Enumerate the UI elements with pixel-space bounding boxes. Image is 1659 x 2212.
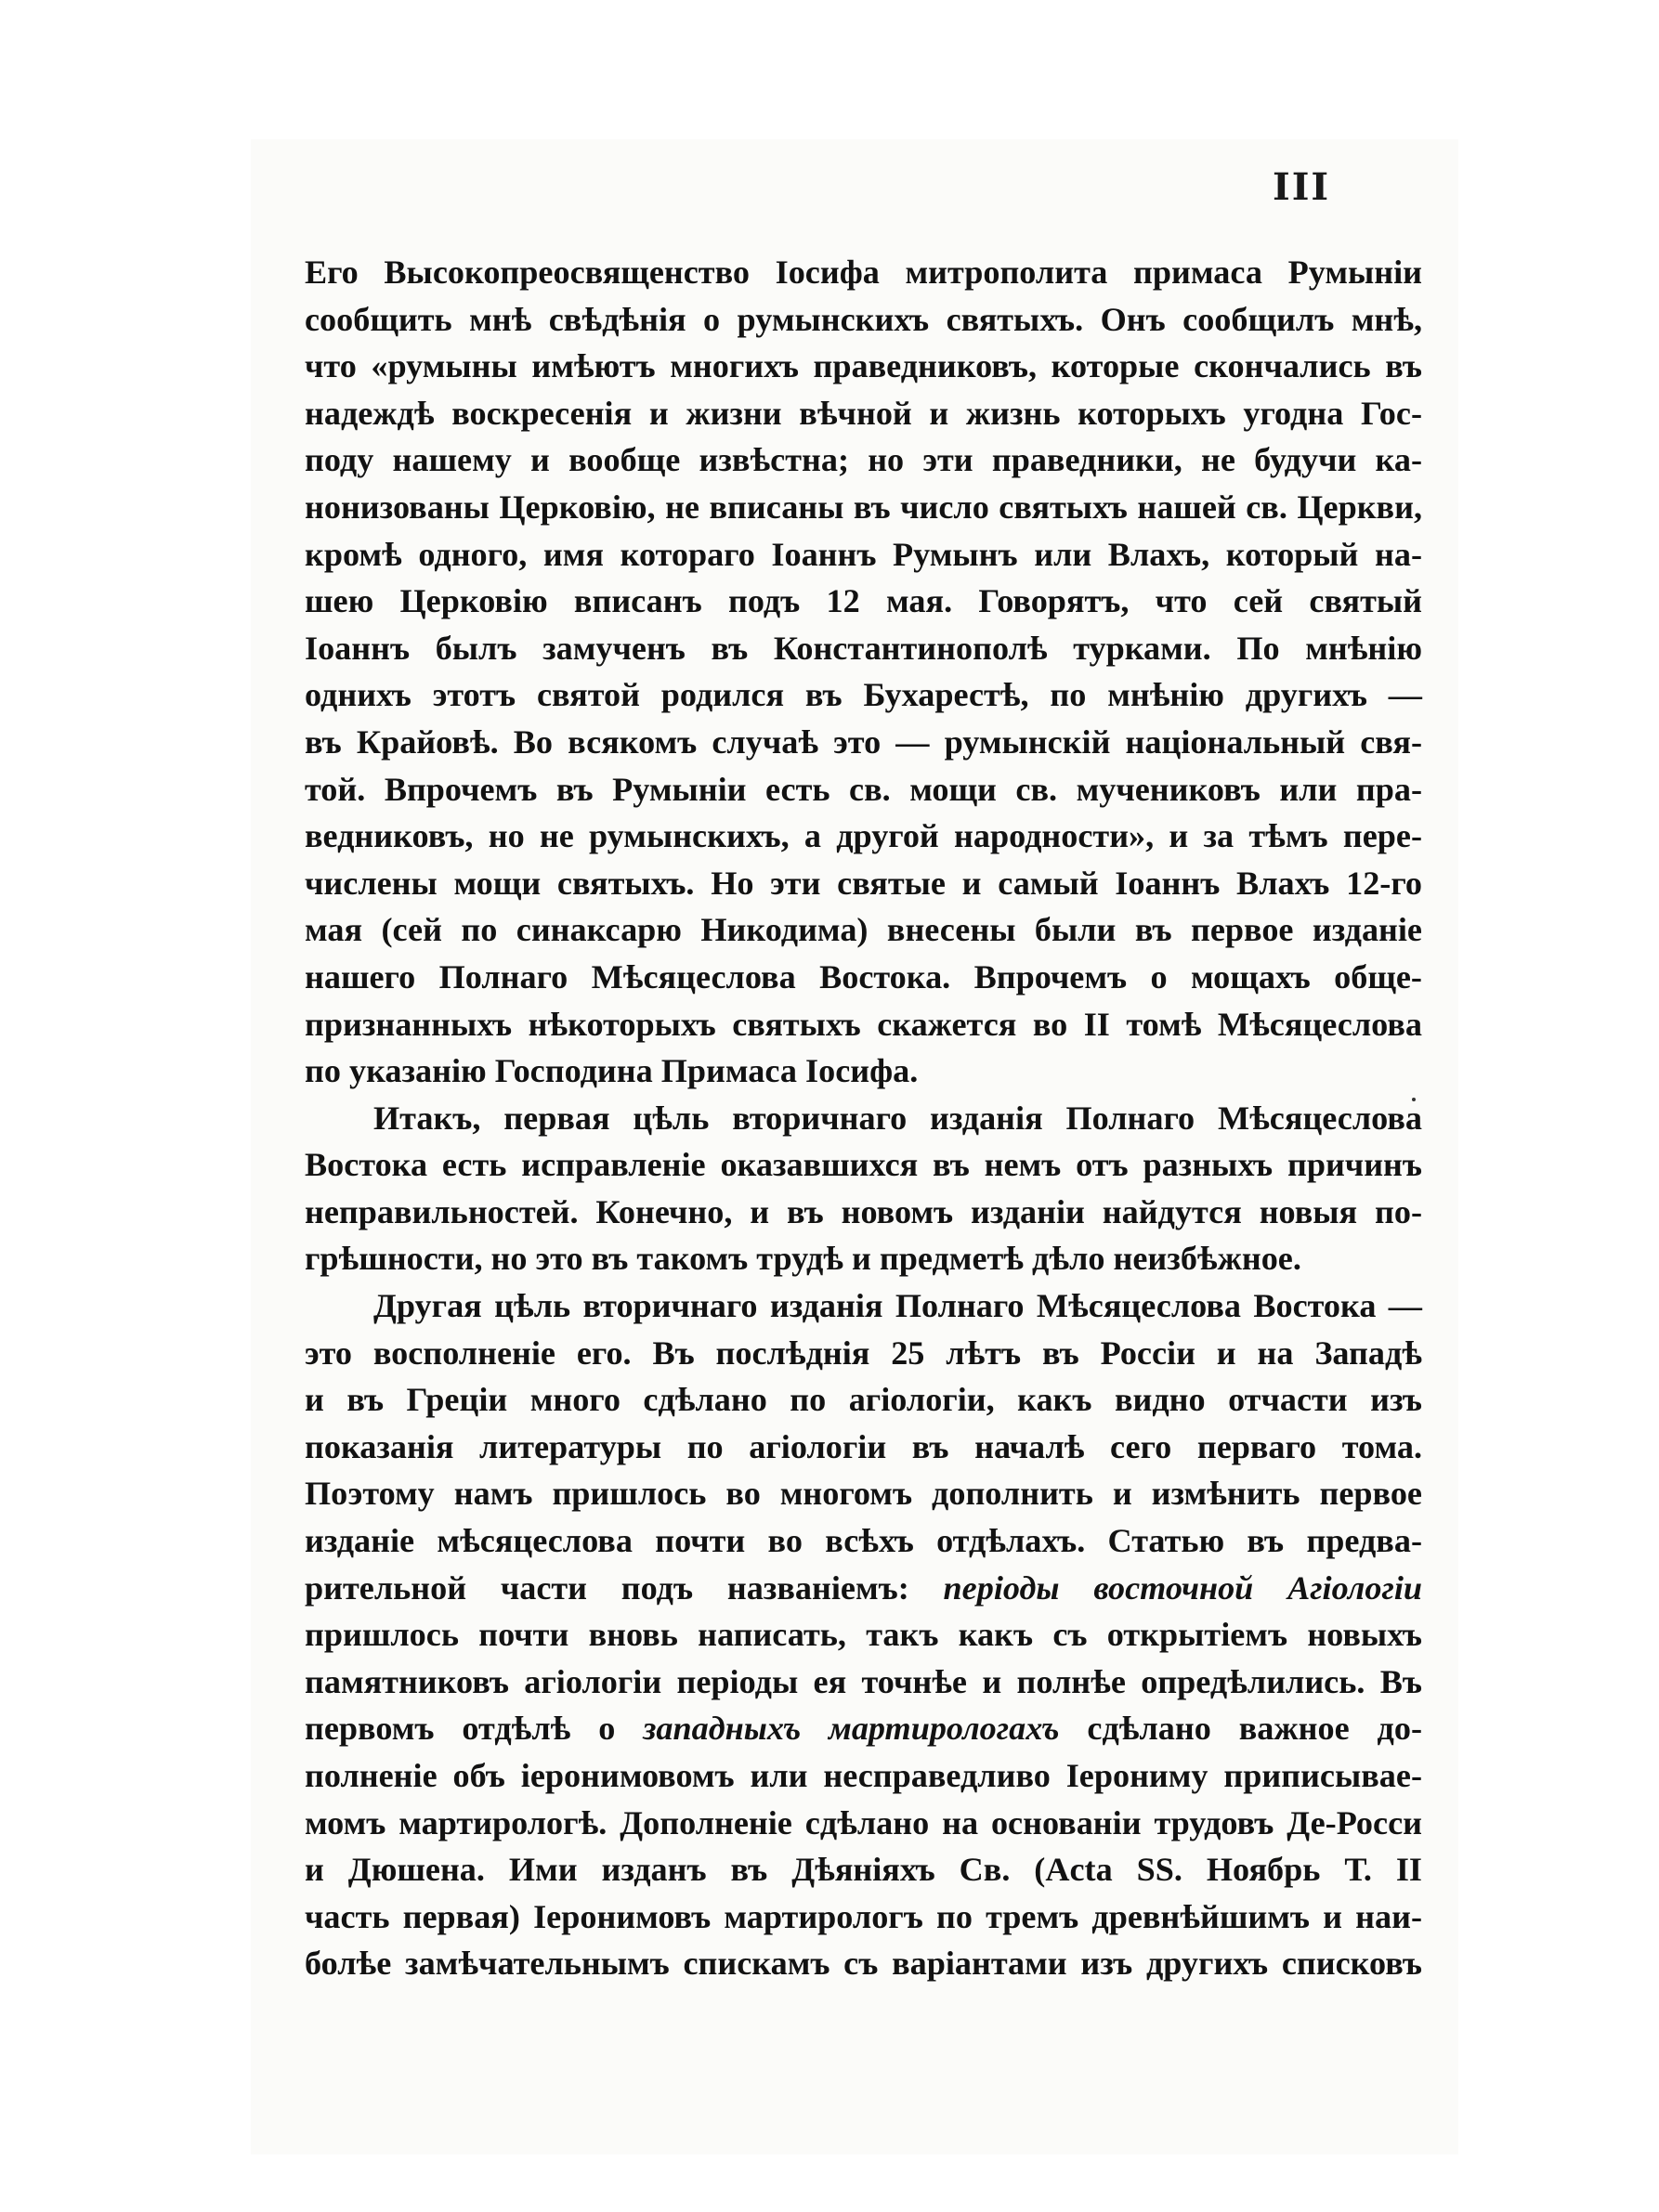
text-line: нашего Полнаго Мѣсяцеслова Востока. Впрочемъ о мощахъ обще- [305, 957, 1422, 995]
text-line: по указанію Господина Примаса Іосифа. [305, 1052, 919, 1090]
text-line: болѣе замѣчательнымъ спискамъ съ варіантами изъ другихъ списковъ [305, 1945, 1422, 1983]
text-line: той. Впрочемъ въ Румыніи есть св. мощи св. мучениковъ или пра- [305, 770, 1422, 808]
text-line: надеждѣ воскресенія и жизни вѣчной и жизнь которыхъ угодна Гос- [305, 394, 1422, 432]
text-line: пришлось почти вновь написать, такъ какъ съ открытіемъ новыхъ [305, 1616, 1422, 1654]
text-line: Іоаннъ былъ замученъ въ Константинополѣ турками. По мнѣнію [305, 629, 1422, 667]
text-line: въ Крайовѣ. Во всякомъ случаѣ это — румынскій національный свя- [305, 722, 1422, 761]
paragraph-3 [305, 1282, 1422, 1987]
body-text [305, 249, 1422, 1987]
text-line-with-italic [305, 1565, 1422, 1612]
text-line: и въ Греціи много сдѣлано по агіологіи, какъ видно отчасти изъ [305, 1381, 1422, 1419]
text-line-with-italic [305, 1705, 1422, 1752]
text-line: момъ мартирологѣ. Дополненіе сдѣлано на основаніи трудовъ Де-Росси [305, 1803, 1422, 1841]
text-line: Его Высокопреосвященство Іосифа митрополита примаса Румыніи [305, 254, 1422, 291]
text-line: признанныхъ нѣкоторыхъ святыхъ скажется во II томѣ Мѣсяцеслова [305, 1005, 1422, 1043]
line-segment: рительной части подъ названіемъ: [305, 1568, 909, 1607]
text-line: памятниковъ агіологіи періоды ея точнѣе и полнѣе опредѣлились. Въ [305, 1662, 1422, 1700]
text-line: это восполненіе его. Въ послѣднія 25 лѣтъ въ Россіи и на Западѣ [305, 1334, 1422, 1372]
italic-title: періоды восточной Агіологіи [943, 1568, 1423, 1607]
page-number: III [1273, 165, 1331, 209]
text-line: Итакъ, первая цѣль вторичнаго изданія Полнаго Мѣсяцеслова [373, 1099, 1422, 1137]
text-line: полненіе объ іеронимовомъ или несправедливо Іерониму приписывае- [305, 1757, 1422, 1794]
italic-title: западныхъ мартирологахъ [643, 1710, 1060, 1748]
text-line: Другая цѣль вторичнаго изданія Полнаго Мѣсяцеслова Востока — [373, 1287, 1422, 1325]
text-line: грѣшности, но это въ такомъ трудѣ и предметѣ дѣло неизбѣжное. [305, 1240, 1301, 1278]
line-segment: первомъ отдѣлѣ о [305, 1710, 616, 1748]
text-line: Поэтому намъ пришлось во многомъ дополнить и измѣнить первое [305, 1475, 1422, 1513]
text-line: нонизованы Церковію, не вписаны въ число святыхъ нашей св. Церкви, [305, 488, 1422, 526]
text-line: однихъ этотъ святой родился въ Бухарестѣ, по мнѣнію другихъ — [305, 676, 1422, 714]
text-line: мая (сей по синаксарю Никодима) внесены были въ первое изданіе [305, 911, 1422, 949]
text-line: числены мощи святыхъ. Но эти святые и самый Іоаннъ Влахъ 12-го [305, 864, 1422, 902]
paragraph-1 [305, 249, 1422, 1095]
text-line: часть первая) Іеронимовъ мартирологъ по тремъ древнѣйшимъ и наи- [305, 1897, 1422, 1935]
text-line: что «румыны имѣютъ многихъ праведниковъ, которые скончались въ [305, 347, 1422, 385]
text-line: изданіе мѣсяцеслова почти во всѣхъ отдѣлахъ. Статью въ предва- [305, 1522, 1422, 1560]
text-line: и Дюшена. Ими изданъ въ Дѣяніяхъ Св. (Acta SS. Ноябрь Т. II [305, 1851, 1422, 1889]
line-segment: сдѣлано важное до- [1087, 1710, 1423, 1748]
text-line: неправильностей. Конечно, и въ новомъ изданіи найдутся новыя по- [305, 1192, 1422, 1230]
paragraph-2 [305, 1095, 1422, 1282]
text-line: Востока есть исправленіе оказавшихся въ немъ отъ разныхъ причинъ [305, 1146, 1422, 1184]
text-line: показанія литературы по агіологіи въ началѣ сего перваго тома. [305, 1427, 1422, 1465]
text-line: ведниковъ, но не румынскихъ, а другой народности», и за тѣмъ пере- [305, 817, 1422, 855]
text-line: сообщить мнѣ свѣдѣнія о румынскихъ святыхъ. Онъ сообщилъ мнѣ, [305, 300, 1422, 338]
text-line: кромѣ одного, имя котораго Іоаннъ Румынъ или Влахъ, который на- [305, 535, 1422, 573]
text-line: шею Церковію вписанъ подъ 12 мая. Говорятъ, что сей святый [305, 582, 1422, 620]
text-line: поду нашему и вообще извѣстна; но эти праведники, не будучи ка- [305, 441, 1422, 479]
